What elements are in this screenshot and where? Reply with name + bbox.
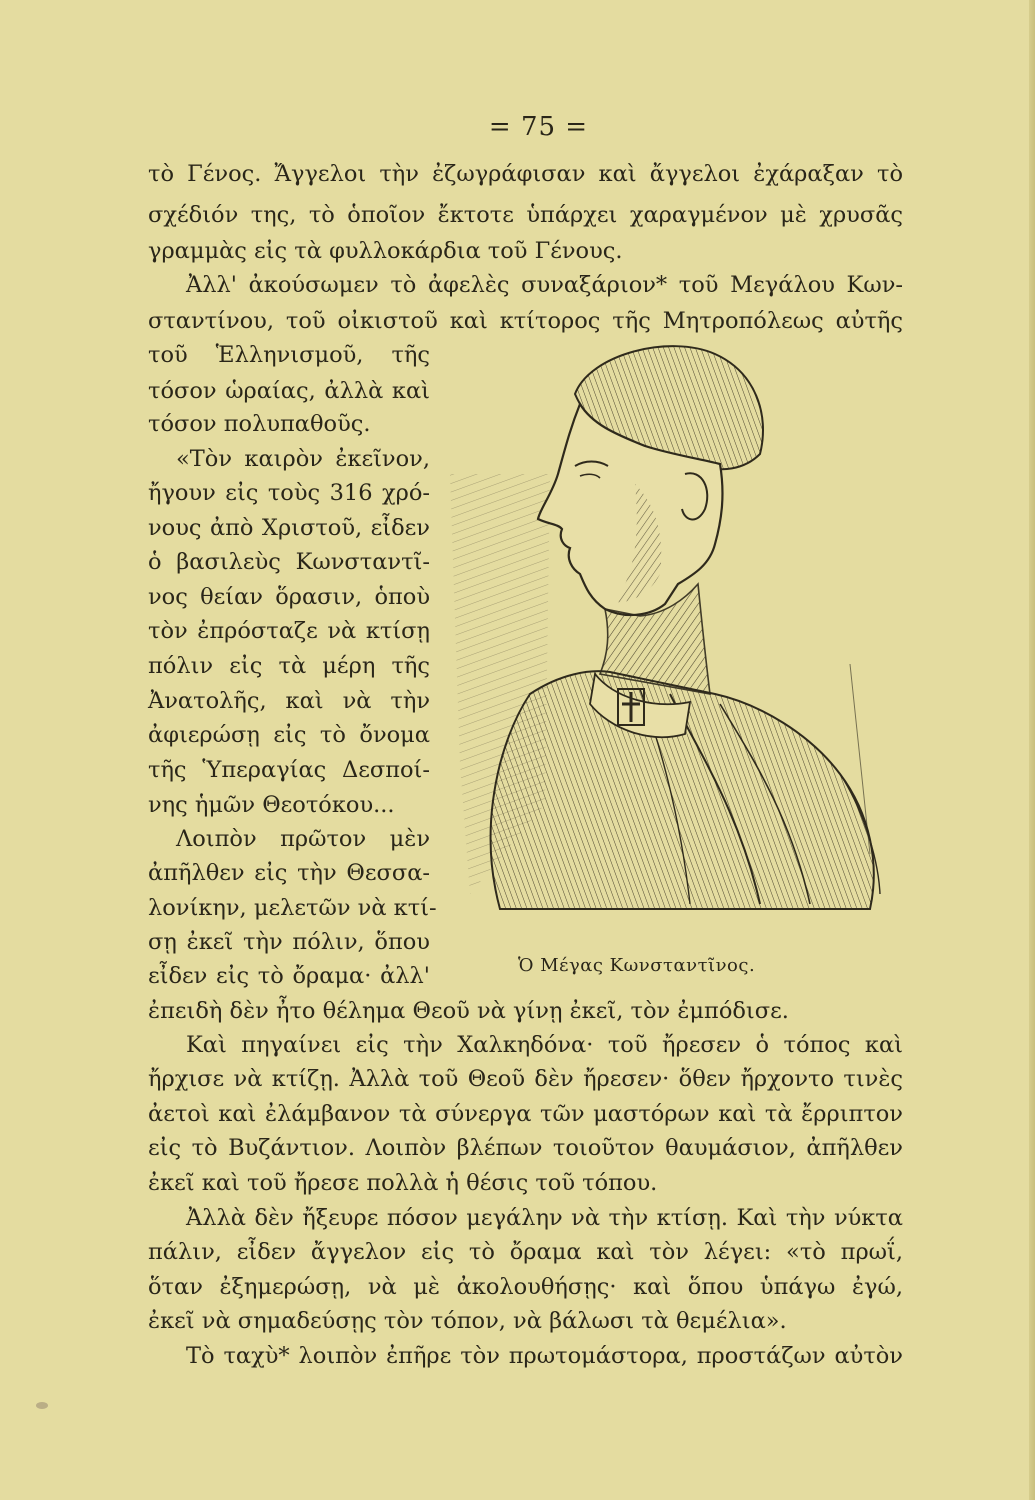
text-line: ἐκεῖ νὰ σημαδεύσῃς τὸν τόπον, νὰ βάλωσι τὰ θεμέλια». [148, 1308, 787, 1334]
text-line: ἀετοὶ καὶ ἐλάμβανον τὰ σύνεργα τῶν μαστόρων καὶ τὰ ἔρριπτον [148, 1101, 903, 1127]
text-line: τόσον πολυπαθοῦς. [148, 411, 371, 437]
text-line: Καὶ πηγαίνει εἰς τὴν Χαλκηδόνα· τοῦ ἤρεσεν ὁ τόπος καὶ [186, 1032, 903, 1058]
text-line: Ἀλλὰ δὲν ἤξευρε πόσον μεγάλην νὰ τὴν κτίσῃ. Καὶ τὴν νύκτα [186, 1205, 903, 1231]
text-line: πάλιν, εἶδεν ἄγγελον εἰς τὸ ὄραμα καὶ τὸν λέγει: «τὸ πρωΐ, [148, 1239, 903, 1265]
text-line: Τὸ ταχὺ* λοιπὸν ἐπῆρε τὸν πρωτομάστορα, προστάζων αὐτὸν [186, 1343, 903, 1369]
text-line: λονίκην, μελετῶν νὰ κτί- [148, 895, 437, 921]
text-line: ἀπῆλθεν εἰς τὴν Θεσσα- [148, 860, 430, 886]
text-line: ὅταν ἐξημερώσῃ, νὰ μὲ ἀκολουθήσῃς· καὶ ὅπου ὑπάγω ἐγώ, [148, 1274, 903, 1300]
text-line: εἰς τὸ Βυζάντιον. Λοιπὸν βλέπων τοιοῦτον θαυμάσιον, ἀπῆλθεν [148, 1135, 903, 1161]
text-line: εἶδεν εἰς τὸ ὄραμα· ἀλλ' [148, 963, 430, 989]
text-line: Ἀνατολῆς, καὶ νὰ τὴν [148, 688, 430, 714]
text-line: ἤρχισε νὰ κτίζῃ. Ἀλλὰ τοῦ Θεοῦ δὲν ἤρεσεν· ὅθεν ἤρχοντο τινὲς [148, 1066, 903, 1092]
text-line: τὸν ἐπρόσταζε νὰ κτίσῃ [148, 618, 430, 644]
text-line: σχέδιόν της, τὸ ὁποῖον ἔκτοτε ὑπάρχει χαραγμένον μὲ χρυσᾶς [148, 202, 903, 228]
text-line: νους ἀπὸ Χριστοῦ, εἶδεν [148, 515, 430, 541]
text-line: ὁ βασιλεὺς Κωνσταντῖ- [148, 549, 430, 575]
text-line: «Τὸν καιρὸν ἐκεῖνον, [176, 446, 430, 472]
portrait-engraving [440, 334, 910, 946]
text-line: ἀφιερώσῃ εἰς τὸ ὄνομα [148, 722, 430, 748]
text-line: ἤγουν εἰς τοὺς 316 χρό- [148, 480, 430, 506]
text-line: τόσον ὡραίας, ἀλλὰ καὶ [148, 378, 430, 404]
text-line: γραμμὰς εἰς τὰ φυλλοκάρδια τοῦ Γένους. [148, 238, 623, 264]
ink-smudge [36, 1402, 48, 1409]
text-line: ἐπειδὴ δὲν ἦτο θέλημα Θεοῦ νὰ γίνῃ ἐκεῖ, τὸν ἐμπόδισε. [148, 998, 789, 1024]
page-edge [1029, 0, 1035, 1500]
figure-caption: Ὁ Μέγας Κωνσταντῖνος. [518, 955, 756, 976]
text-line: νος θείαν ὅρασιν, ὁποὺ [148, 584, 430, 610]
text-line: τὸ Γένος. Ἄγγελοι τὴν ἐζωγράφισαν καὶ ἄγγελοι ἐχάραξαν τὸ [148, 161, 903, 187]
text-line: σταντίνου, τοῦ οἰκιστοῦ καὶ κτίτορος τῆς Μητροπόλεως αὐτῆς [148, 308, 903, 334]
text-line: σῃ ἐκεῖ τὴν πόλιν, ὅπου [148, 929, 430, 955]
text-line: πόλιν εἰς τὰ μέρη τῆς [148, 653, 430, 679]
text-line: Ἀλλ' ἀκούσωμεν τὸ ἀφελὲς συναξάριον* τοῦ Μεγάλου Κων- [186, 272, 903, 298]
text-line: τοῦ Ἑλληνισμοῦ, τῆς [148, 342, 430, 368]
text-line: νης ἡμῶν Θεοτόκου... [148, 792, 395, 818]
page-number: = 75 = [488, 112, 589, 142]
text-line: Λοιπὸν πρῶτον μὲν [176, 826, 430, 852]
text-line: ἐκεῖ καὶ τοῦ ἤρεσε πολλὰ ἡ θέσις τοῦ τόπου. [148, 1170, 658, 1196]
text-line: τῆς Ὑπεραγίας Δεσποί- [148, 757, 430, 783]
